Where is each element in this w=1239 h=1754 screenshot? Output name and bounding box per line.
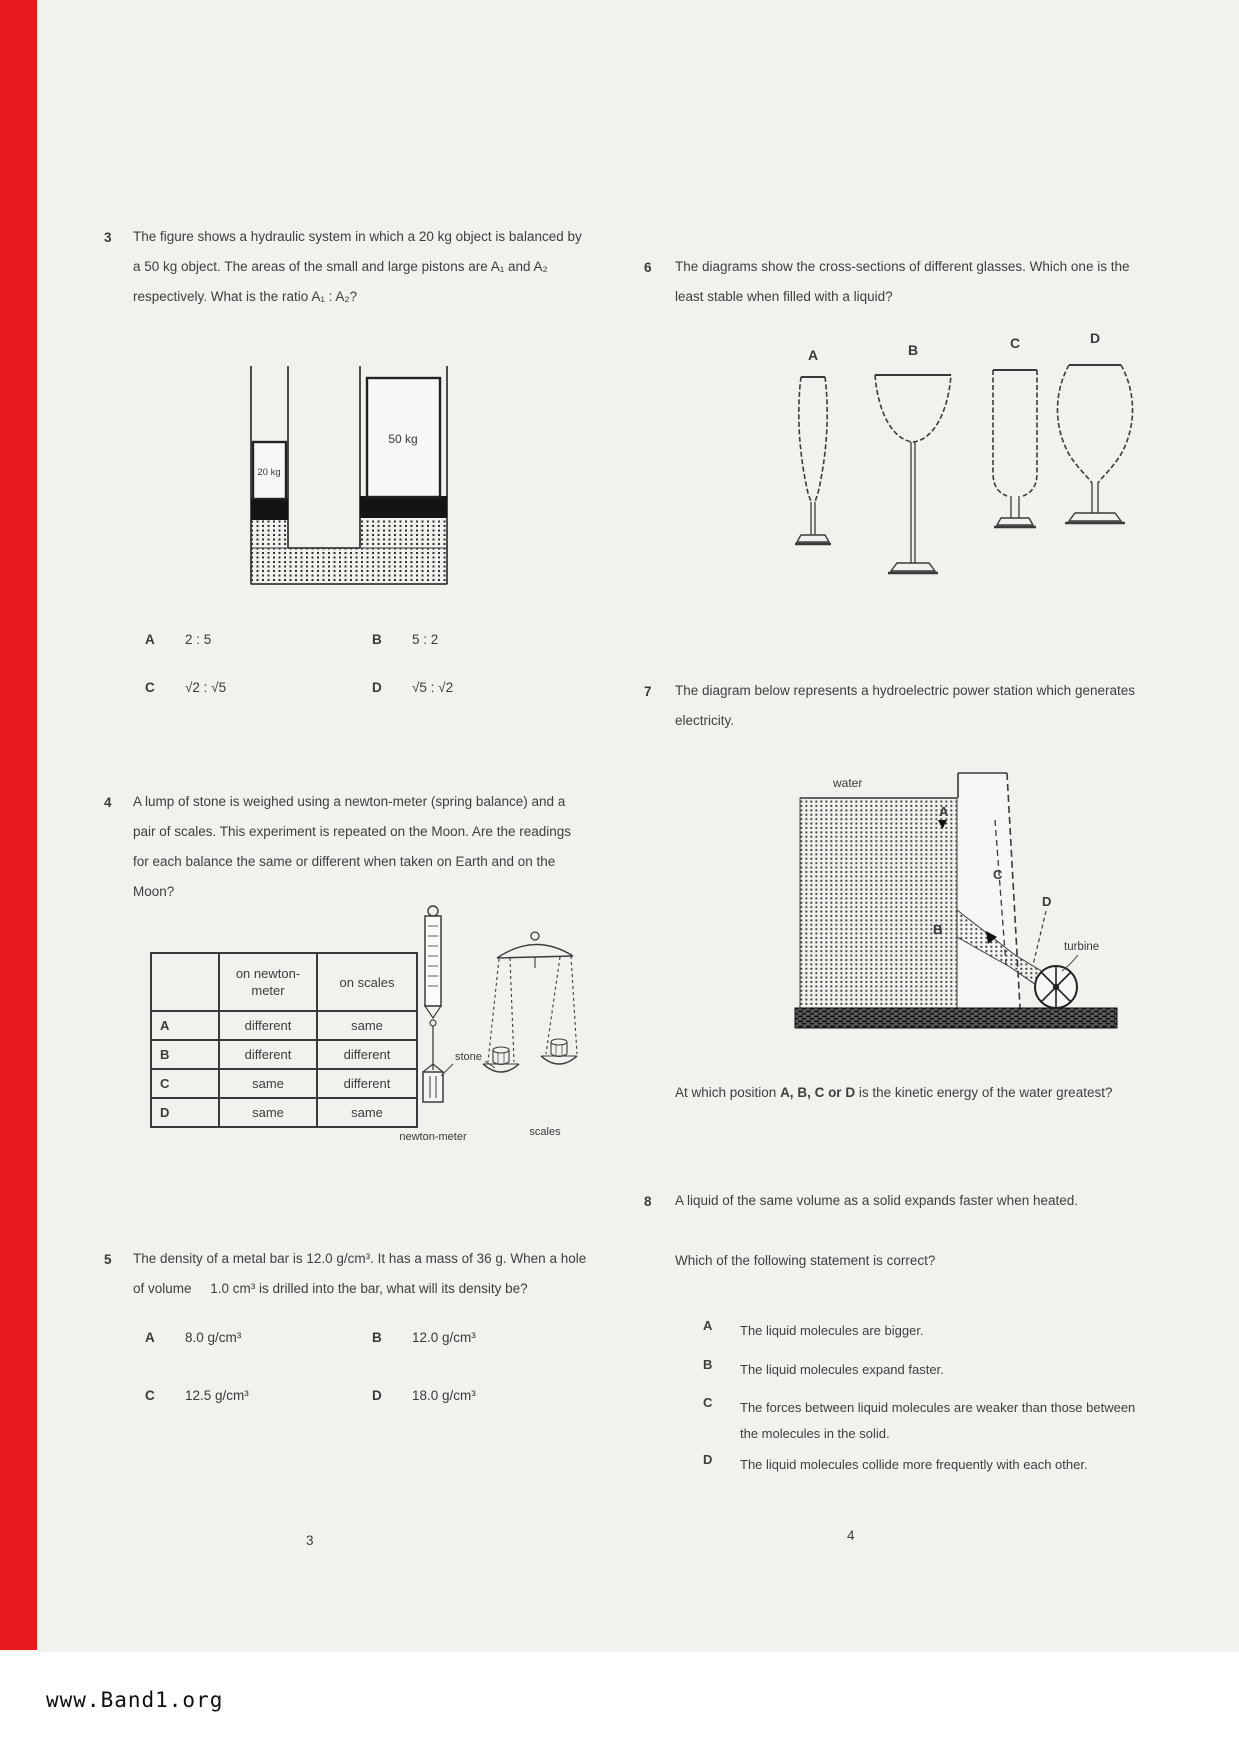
red-margin-bar [0,0,37,1650]
glass-b [875,375,951,573]
weighing-diagram [393,900,603,1150]
ground [795,1008,1117,1028]
table-header-row: on newton-meter on scales [151,953,417,1011]
q5-option-c: C 12.5 g/cm³ [145,1388,249,1403]
q3-option-c: C √2 : √5 [145,680,227,695]
glasses-diagram [775,328,1155,590]
glass-d-label: D [1089,330,1101,346]
pair-of-scales [483,932,577,1072]
q3-option-a: A 2 : 5 [145,632,212,647]
question-3-number: 3 [104,230,112,245]
question-6-number: 6 [644,260,652,275]
question-7-number: 7 [644,684,652,699]
question-7-prompt: At which position A, B, C or D is the kinetic energy of the water greatest? [675,1085,1113,1100]
q4-answer-table [150,952,418,1128]
table-row: D same same [151,1098,417,1127]
water-label: water [833,776,863,790]
dam [958,773,1020,1008]
glass-b-label: B [907,342,919,358]
q5-option-a: A 8.0 g/cm³ [145,1330,242,1345]
table-row: C same different [151,1069,417,1098]
turbine-wheel [1035,966,1077,1008]
newton-meter [425,906,441,1070]
watermark-text: www.Band1.org [46,1688,224,1712]
q8-option-b: B The liquid molecules expand faster. [703,1357,944,1377]
water-reservoir [800,798,957,1010]
small-piston [251,498,288,520]
newton-meter-label: newton-meter [399,1131,467,1143]
position-a-label: A [939,804,949,819]
question-5-number: 5 [104,1252,112,1267]
mass-20kg-label: 20 kg [257,467,281,478]
question-8-number: 8 [644,1194,652,1209]
question-5-text: The density of a metal bar is 12.0 g/cm³. It has a mass of 36 g. When a hole of volume 1.0 cm³ is drilled into the bar, what will its density be? [133,1251,587,1296]
position-c-label: C [993,867,1003,882]
stone-leader-lines [441,1061,495,1076]
glass-c-label: C [1009,335,1021,351]
right-page-number: 4 [847,1528,855,1543]
question-8-prompt: Which of the following statement is correct? [675,1253,936,1268]
glass-a [795,377,831,544]
table-row: B different different [151,1040,417,1069]
question-4-text: A lump of stone is weighed using a newton-meter (spring balance) and a pair of scales. This experiment is repeated on the Moon. Are the readings for each balance the same or different when taken on Earth and on the Moon? [133,794,571,899]
position-d-label: D [1042,894,1052,909]
turbine-leader [1062,955,1078,971]
position-d-leader [1033,911,1046,965]
glass-c [993,370,1037,527]
question-7-text: The diagram below represents a hydroelectric power station which generates electricity. [675,683,1135,728]
q3-option-b: B 5 : 2 [372,632,439,647]
question-8-text: A liquid of the same volume as a solid expands faster when heated. [675,1193,1078,1208]
large-piston [360,496,447,518]
q5-option-d: D 18.0 g/cm³ [372,1388,476,1403]
question-4-number: 4 [104,795,112,810]
scales-label: scales [529,1126,561,1138]
stone-label: stone [455,1051,482,1063]
question-6-text: The diagrams show the cross-sections of different glasses. Which one is the least stable when filled with a liquid? [675,259,1130,304]
q3-option-d: D √5 : √2 [372,680,454,695]
q8-option-c: C The forces between liquid molecules are weaker than those between the molecules in the solid. [703,1395,1136,1441]
liquid-right-column [360,516,447,550]
question-3-text: The figure shows a hydraulic system in which a 20 kg object is balanced by a 50 kg object. The areas of the small and large pistons are A₁ and A₂ respectively. What is the ratio A₁ : A₂? [133,229,582,304]
liquid-left-column [251,518,288,550]
hydraulic-system-diagram [245,358,452,590]
q5-option-b: B 12.0 g/cm³ [372,1330,476,1345]
q8-option-d: D The liquid molecules collide more frequently with each other. [703,1452,1088,1472]
position-b-label: B [933,922,943,937]
table-row: A different same [151,1011,417,1040]
liquid-channel [251,548,447,584]
left-page-number: 3 [306,1533,314,1548]
hydroelectric-diagram [790,765,1122,1040]
mass-50kg-label: 50 kg [388,432,418,446]
turbine-label: turbine [1064,941,1100,953]
glass-d [1057,365,1132,523]
q8-option-a: A The liquid molecules are bigger. [703,1318,924,1338]
glass-a-label: A [807,347,819,363]
